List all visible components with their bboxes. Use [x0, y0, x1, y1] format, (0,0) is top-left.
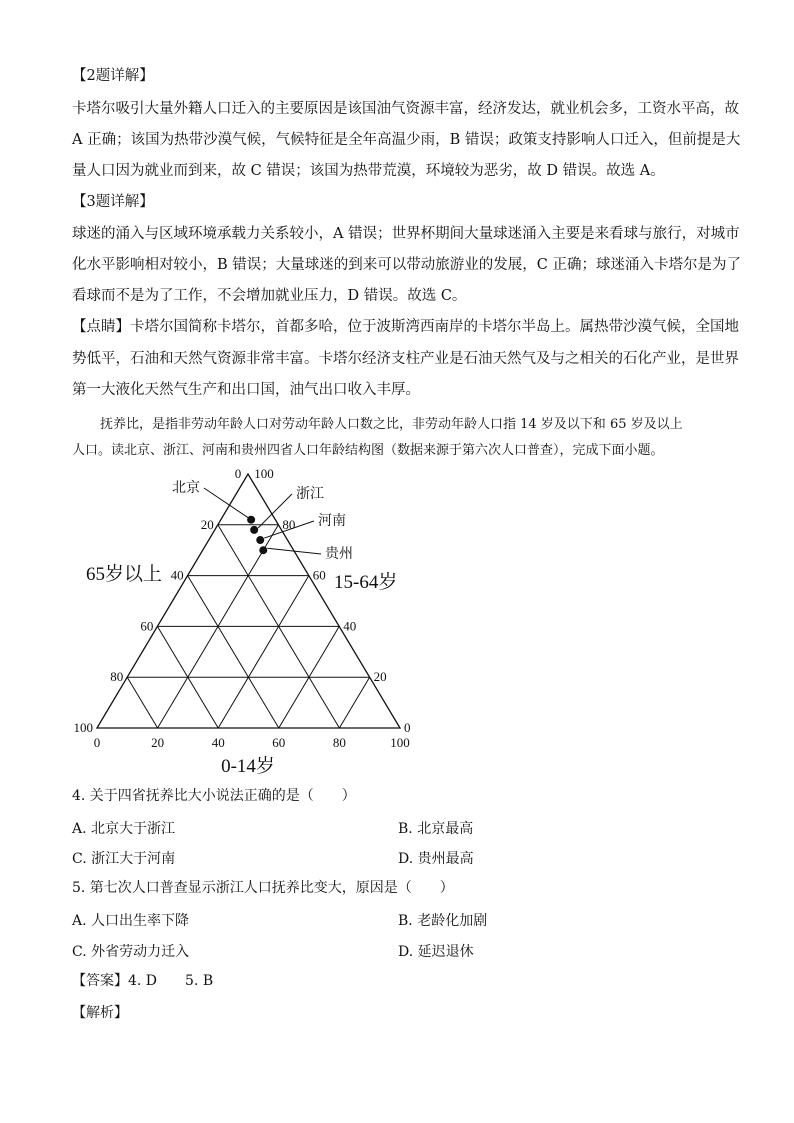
answer-text: 4. D 5. B	[128, 973, 214, 989]
q4-option-d[interactable]: D. 贵州最高	[398, 851, 474, 867]
triangle-outline	[97, 474, 400, 728]
sec2-line-1: 卡塔尔吸引大量外籍人口迁入的主要原因是该国油气资源丰富，经济发达，就业机会多，工资水平高，故	[72, 101, 739, 117]
tip-text-1: 卡塔尔国简称卡塔尔，首都多哈，位于波斯湾西南岸的卡塔尔半岛上。属热带沙漠气候，全国地	[130, 319, 739, 335]
data-point	[247, 516, 255, 524]
leader-line	[204, 488, 248, 518]
tick-label-left: 100	[73, 720, 93, 735]
axis-label-right: 15-64岁	[334, 572, 398, 593]
intro-line-1: 抚养比，是指非劳动年龄人口对劳动年龄人口数之比，非劳动年龄人口指 14 岁及以下和 65 岁及以上	[100, 417, 683, 432]
chart-axis-labels	[86, 563, 397, 777]
point-label: 浙江	[296, 487, 324, 502]
tick-label-bottom: 0	[93, 735, 101, 750]
tick-label-left: 80	[110, 669, 124, 685]
q4-option-c[interactable]: C. 浙江大于河南	[72, 851, 176, 867]
q4-option-b[interactable]: B. 北京最高	[398, 821, 474, 837]
q5-option-d[interactable]: D. 延迟退休	[398, 944, 474, 960]
tick-label-right: 60	[312, 567, 326, 583]
tick-label-right: 20	[373, 669, 387, 685]
tick-label-left: 40	[170, 567, 184, 583]
axis-label-bottom: 0-14岁	[221, 756, 275, 777]
tick-label-left: 20	[200, 516, 214, 532]
grid-line	[339, 677, 369, 728]
tick-label-bottom: 80	[332, 735, 346, 750]
q4-stem: 4. 关于四省抚养比大小说法正确的是（ ）	[72, 788, 356, 804]
sec2-line-2: A 正确；该国为热带沙漠气候，气候特征是全年高温少雨，B 错误；政策支持影响人口迁入，但前提是大	[72, 132, 741, 148]
sec3-line-3: 看球而不是为了工作，不会增加就业压力，D 错误。故选 C。	[72, 288, 467, 304]
data-point	[259, 546, 267, 554]
answer-line	[72, 971, 213, 991]
answer-label: 【答案】	[72, 973, 128, 989]
tip-line-2: 势低平，石油和天然气资源非常丰富。卡塔尔经济支柱产业是石油天然气及与之相关的石化产业，是世界	[72, 351, 739, 367]
chart-ticks	[74, 466, 411, 750]
chart-points	[172, 480, 353, 562]
data-point	[256, 536, 264, 544]
grid-line	[188, 576, 279, 728]
q5-option-c[interactable]: C. 外省劳动力迁入	[72, 944, 190, 960]
tick-label-left: 60	[140, 618, 154, 634]
tick-label-right: 0	[404, 720, 411, 735]
intro-line-2: 人口。读北京、浙江、河南和贵州四省人口年龄结构图（数据来源于第六次人口普查），完成下面小题。	[72, 443, 664, 458]
tick-label-bottom: 40	[211, 735, 225, 750]
chart-grid	[97, 474, 400, 728]
tick-label-bottom: 20	[151, 735, 165, 750]
grid-line	[218, 576, 309, 728]
tick-label-right: 100	[254, 466, 274, 481]
q5-stem: 5. 第七次人口普查显示浙江人口抚养比变大，原因是（ ）	[72, 880, 454, 896]
tip-line-3: 第一大液化天然气生产和出口国，油气出口收入丰厚。	[72, 382, 420, 398]
point-label: 河南	[318, 514, 346, 529]
sec3-heading: 【3题详解】	[72, 194, 154, 210]
leader-line	[267, 548, 321, 554]
sec2-line-3: 量人口因为就业而到来，故 C 错误；该国为热带荒漠，环境较为恶劣，故 D 错误。故选 A。	[72, 163, 665, 179]
q5-option-a[interactable]: A. 人口出生率下降	[72, 913, 190, 929]
tick-label-bottom: 60	[272, 735, 286, 750]
axis-label-left: 65岁以上	[86, 564, 163, 585]
q4-option-a[interactable]: A. 北京大于浙江	[72, 821, 176, 837]
analysis-label: 【解析】	[72, 1005, 128, 1021]
sec3-line-2: 化水平影响相对较小，B 错误；大量球迷的到来可以带动旅游业的发展，C 正确；球迷涌入卡塔尔是为了	[72, 257, 741, 273]
tick-label-bottom: 100	[390, 735, 410, 750]
point-label: 北京	[172, 481, 200, 496]
sec3-line-1: 球迷的涌入与区域环境承载力关系较小，A 错误；世界杯期间大量球迷涌入主要是来看球与旅行，对城市	[72, 226, 740, 242]
tick-label-left: 0	[234, 466, 242, 481]
point-label: 贵州	[325, 547, 353, 562]
grid-line	[127, 677, 157, 728]
tick-label-right: 40	[343, 618, 357, 634]
sec2-heading: 【2题详解】	[72, 68, 154, 84]
tip-heading: 【点睛】	[72, 319, 130, 335]
data-point	[250, 526, 258, 534]
tick-label-right: 80	[282, 516, 296, 532]
q5-option-b[interactable]: B. 老龄化加剧	[398, 913, 488, 929]
